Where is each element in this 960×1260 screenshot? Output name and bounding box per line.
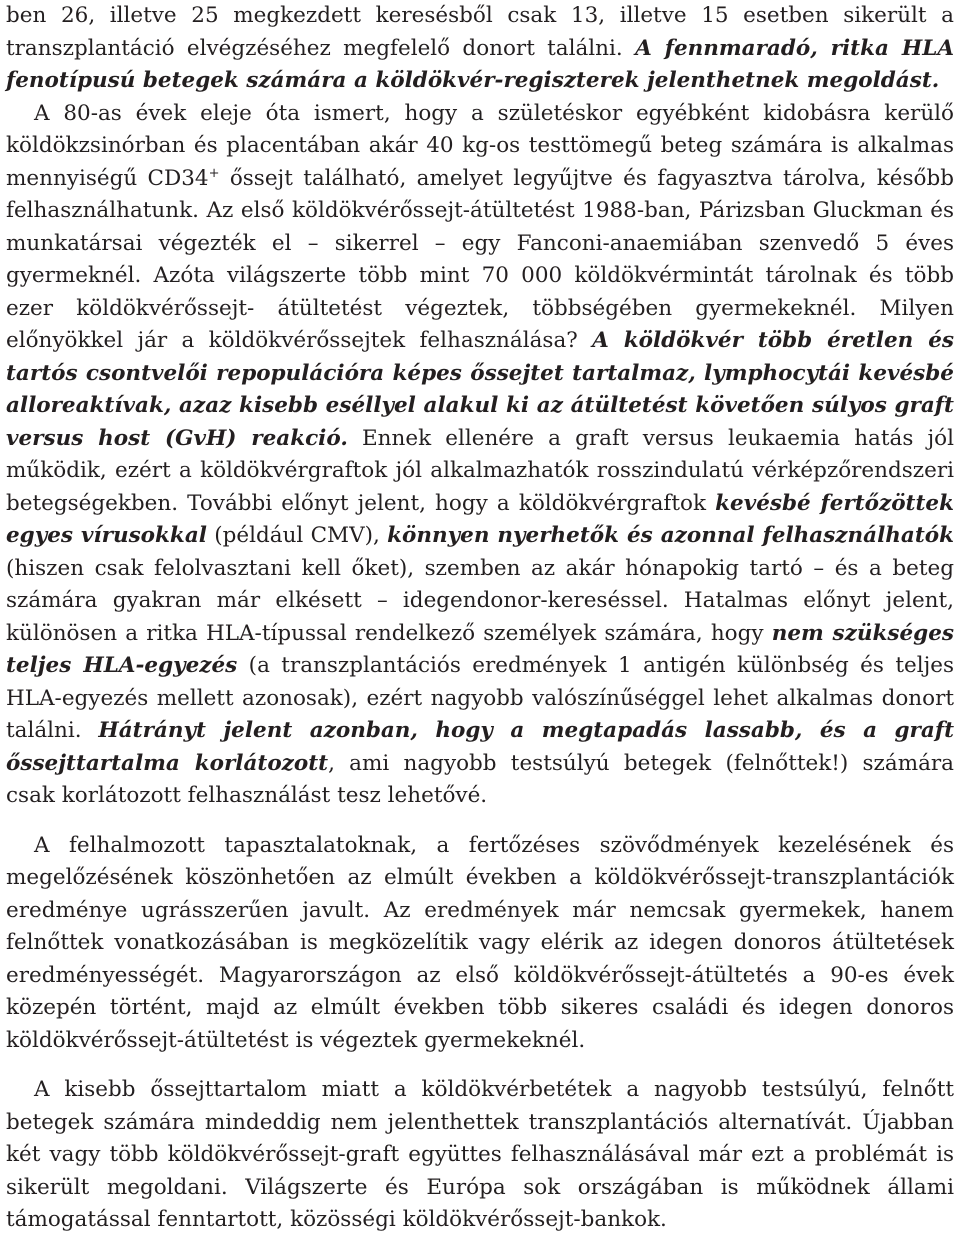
emphasized-text: nem szükséges teljes HLA-egyezés (6, 620, 954, 678)
paragraph (6, 0, 954, 98)
body-text: (például CMV), (206, 523, 388, 548)
body-text: , ami nagyobb testsúlyú betegek (felnőttek!) számára csak korlátozott felhasználást tesz lehetővé. (6, 750, 954, 808)
body-text: őssejt található, amelyet legyűjtve és fagyasztva tárolva, később felhasználhatunk. Az első köldökvérőssejt-átültetést 1988-ban, Párizsban Gluckman és munkatársai végezték el – sikerrel – egy Fanconi-anaemiában szenvedő 5 éves gyermeknél. Azóta világszerte több mint 70 000 köldökvérmintát tárolnak és több ezer köldökvérőssejt- átültetést végeztek, többségében gyermekeknél. Milyen előnyökkel jár a köldökvérőssejtek felhasználása? (6, 165, 954, 353)
paragraph (6, 98, 954, 813)
body-text: A 80-as évek eleje óta ismert, hogy a születéskor egyébként kidobásra kerülő köldökzsinórban és placentában akár 40 kg-os testtömegű beteg számára is alkalmas mennyiségű CD34 (6, 100, 954, 191)
paragraph (6, 1074, 954, 1237)
body-text: A kisebb őssejttartalom miatt a köldökvérbetétek a nagyobb testsúlyú, felnőtt betegek számára mindeddig nem jelenthettek transzplantációs alternatívát. Újabban két vagy több köldökvérőssejt-graft együttes felhasználásával már ezt a problémát is sikerült megoldani. Világszerte és Európa sok országában is működnek állami támogatással fenntartott, közösségi köldökvérőssejt-bankok. (6, 1077, 954, 1232)
superscript-text: + (208, 165, 220, 181)
emphasized-text: kevésbé fertőzöttek egyes vírusokkal (6, 490, 954, 548)
emphasized-text: könnyen nyerhetők és azonnal felhasználhatók (387, 523, 954, 548)
body-text: ben 26, illetve 25 megkezdett keresésből csak 13, illetve 15 esetben sikerült a transzplantáció elvégzéséhez megfelelő donort találni. (6, 3, 954, 61)
emphasized-text: A fennmaradó, ritka HLA fenotípusú betegek számára a köldökvér-regiszterek jelenthetnek megoldást. (6, 35, 954, 93)
body-text: (hiszen csak felolvasztani kell őket), szemben az akár hónapokig tartó – és a beteg számára gyakran már elkésett – idegendonor-kereséssel. Hatalmas előnyt jelent, különösen a ritka HLA-típussal rendelkező személyek számára, hogy (6, 555, 954, 646)
body-text: A felhalmozott tapasztalatoknak, a fertőzéses szövődmények kezelésének és megelőzésének köszönhetően az elmúlt években a köldökvérőssejt-transzplantációk eredménye ugrásszerűen javult. Az eredmények már nemcsak gyermekek, hanem felnőttek vonatkozásában is megközelítik vagy elérik az idegen donoros átültetések eredményességét. Magyarországon az első köldökvérőssejt-átültetés a 90-es évek közepén történt, majd az elmúlt években több sikeres családi és idegen donoros köldökvérőssejt-átültetést is végeztek gyermekeknél. (6, 832, 954, 1053)
emphasized-text: A köldökvér több éretlen és tartós csontvelői repopulációra képes őssejtet tartalmaz, lymphocytái kevésbé alloreaktívak, azaz kisebb eséllyel alakul ki az átültetést követően súlyos graft versus host (GvH) reakció. (6, 328, 955, 451)
paragraph (6, 830, 954, 1058)
body-text: (a transzplantációs eredmények 1 antigén különbség és teljes HLA-egyezés mellett azonosak), ezért nagyobb valószínűséggel lehet alkalmas donort találni. (6, 653, 954, 743)
emphasized-text: Hátrányt jelent azonban, hogy a megtapadás lassabb, és a graft őssejttartalma korlátozott (6, 718, 954, 776)
body-text: Ennek ellenére a graft versus leukaemia hatás jól működik, ezért a köldökvérgraftok jól alkalmazhatók rosszindulatú vérképzőrendszeri betegségekben. További előnyt jelent, hogy a köldökvérgraftok (6, 425, 954, 516)
